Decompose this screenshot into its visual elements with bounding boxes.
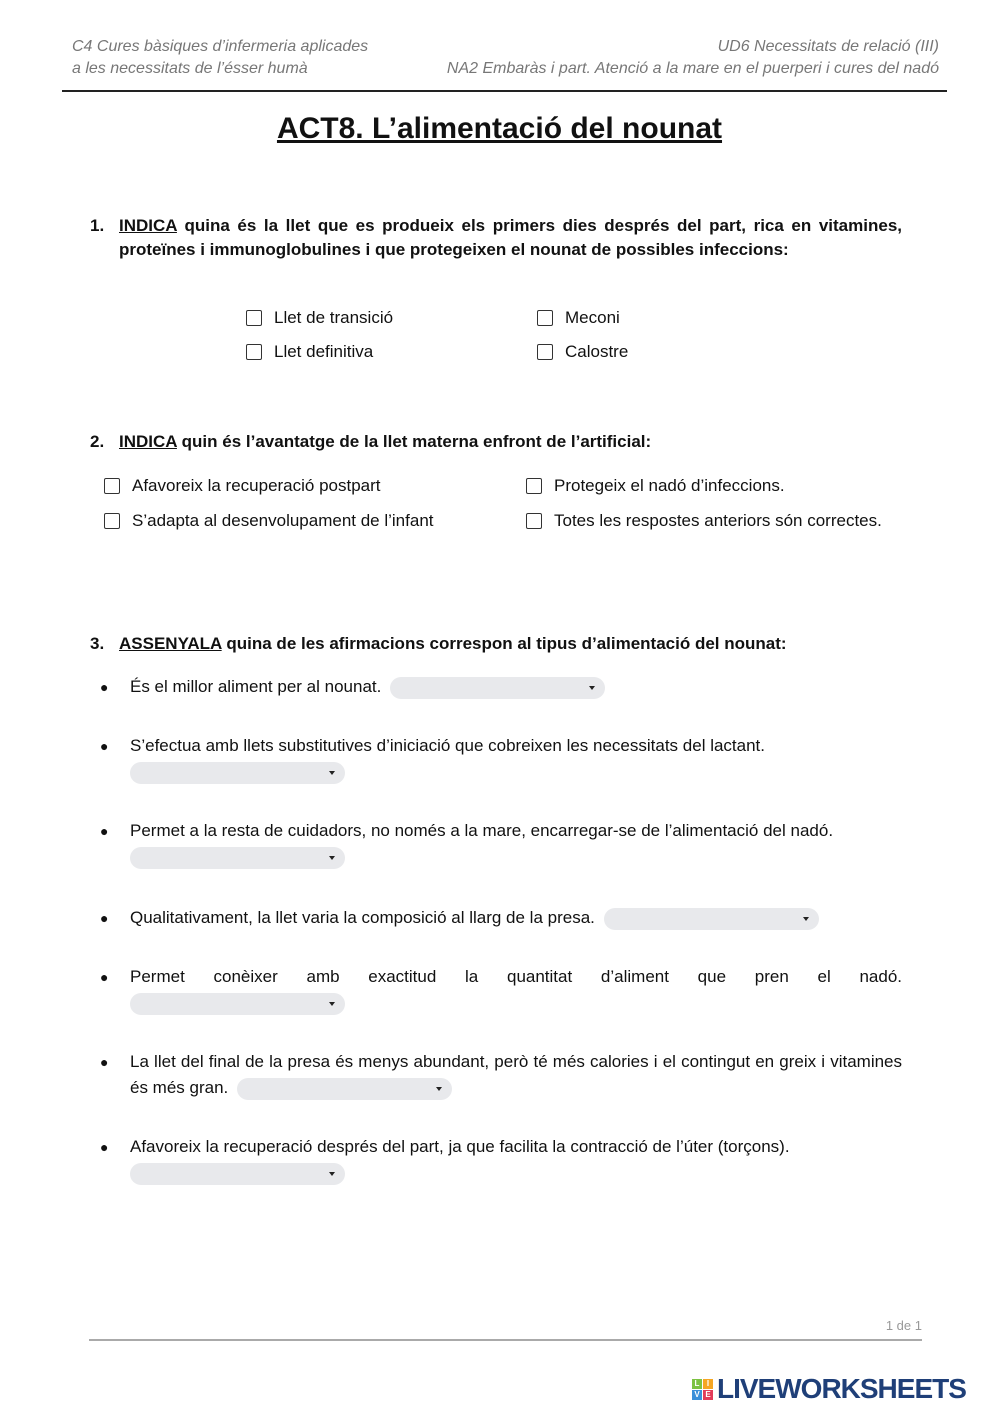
header-divider — [62, 90, 947, 92]
option-label: Afavoreix la recuperació postpart — [132, 476, 381, 495]
dropdown-arrow-icon — [329, 771, 335, 775]
logo-text: LIVEWORKSHEETS — [717, 1373, 966, 1404]
question-number: 2. — [90, 432, 105, 451]
question-number: 1. — [90, 216, 105, 235]
question-2 — [90, 430, 902, 454]
option-label: Calostre — [565, 342, 629, 361]
dropdown-arrow-icon — [329, 1002, 335, 1006]
option-checkbox[interactable] — [104, 510, 434, 532]
question-keyword: INDICA — [119, 432, 177, 451]
liveworksheets-logo — [692, 1373, 966, 1405]
checkbox-icon[interactable] — [526, 478, 542, 494]
header-left — [72, 36, 368, 80]
dropdown-arrow-icon — [436, 1087, 442, 1091]
checkbox-icon[interactable] — [246, 344, 262, 360]
option-label: Llet de transició — [274, 308, 394, 327]
statement-text: Permet conèixer amb exactitud la quantitat d’aliment que pren el nadó. — [130, 967, 902, 986]
bullet: ● — [100, 969, 109, 985]
question-keyword: ASSENYALA — [119, 634, 222, 653]
option-checkbox[interactable] — [526, 510, 882, 532]
option-label: S’adapta al desenvolupament de l’infant — [132, 511, 434, 530]
answer-dropdown[interactable] — [604, 908, 819, 930]
question-number: 3. — [90, 634, 105, 653]
statement-text: És el millor aliment per al nounat. — [130, 677, 382, 696]
question-text: quina de les afirmacions correspon al tipus d’alimentació del nounat: — [221, 634, 787, 653]
statement-item — [100, 1049, 902, 1101]
statement-text: S’efectua amb llets substitutives d’iniciació que cobreixen les necessitats del lactant. — [130, 736, 766, 755]
option-checkbox[interactable] — [246, 307, 393, 329]
checkbox-icon[interactable] — [526, 513, 542, 529]
answer-dropdown[interactable] — [130, 993, 345, 1015]
bullet: ● — [100, 1139, 109, 1155]
statement-item — [100, 733, 902, 785]
page-number: 1 de 1 — [885, 1318, 922, 1333]
option-label: Meconi — [565, 308, 620, 327]
bullet: ● — [100, 679, 109, 695]
option-checkbox[interactable] — [246, 341, 373, 363]
logo-letter: L — [692, 1379, 702, 1389]
logo-letter: E — [703, 1390, 713, 1400]
statement-item — [100, 1134, 902, 1186]
header-right — [447, 36, 939, 80]
bullet: ● — [100, 738, 109, 754]
statement-text: Afavoreix la recuperació després del part, ja que facilita la contracció de l’úter (torçons). — [130, 1137, 790, 1156]
bullet: ● — [100, 1054, 109, 1070]
footer-divider — [89, 1339, 922, 1341]
bullet: ● — [100, 823, 109, 839]
header-unit: UD6 Necessitats de relació (III) — [717, 38, 939, 55]
statement-text: La llet del final de la presa és menys abundant, però té més calories i el contingut en greix i vitamines és més gran. — [130, 1052, 902, 1097]
page-title: ACT8. L’alimentació del nounat — [276, 112, 723, 145]
statement-item — [100, 905, 902, 931]
logo-letter: V — [692, 1390, 702, 1400]
option-checkbox[interactable] — [104, 475, 381, 497]
statement-text: Qualitativament, la llet varia la composició al llarg de la presa. — [130, 908, 595, 927]
question-text: quina és la llet que es produeix els primers dies després del part, rica en vitamines, proteïnes i immunoglobulines i que protegeixen el nounat de possibles infeccions: — [119, 216, 902, 259]
statement-item — [100, 674, 902, 700]
option-checkbox[interactable] — [537, 307, 620, 329]
option-label: Llet definitiva — [274, 342, 374, 361]
question-3 — [90, 632, 902, 656]
question-keyword: INDICA — [119, 216, 177, 235]
header-topic: NA2 Embaràs i part. Atenció a la mare en el puerperi i cures del nadó — [446, 60, 939, 77]
dropdown-arrow-icon — [329, 1172, 335, 1176]
checkbox-icon[interactable] — [537, 344, 553, 360]
header-course-2: a les necessitats de l’ésser humà — [72, 60, 308, 77]
bullet: ● — [100, 910, 109, 926]
answer-dropdown[interactable] — [130, 762, 345, 784]
answer-dropdown[interactable] — [130, 1163, 345, 1185]
dropdown-arrow-icon — [589, 686, 595, 690]
header-course: C4 Cures bàsiques d’infermeria aplicades — [72, 38, 369, 55]
checkbox-icon[interactable] — [246, 310, 262, 326]
logo-mark-icon — [692, 1379, 713, 1400]
dropdown-arrow-icon — [329, 856, 335, 860]
checkbox-icon[interactable] — [104, 478, 120, 494]
statement-item — [100, 964, 902, 1016]
dropdown-arrow-icon — [803, 917, 809, 921]
question-1 — [90, 214, 902, 262]
logo-letter: I — [703, 1379, 713, 1389]
checkbox-icon[interactable] — [537, 310, 553, 326]
option-label: Totes les respostes anteriors són correctes. — [554, 511, 882, 530]
option-checkbox[interactable] — [526, 475, 785, 497]
question-text: quin és l’avantatge de la llet materna enfront de l’artificial: — [176, 432, 652, 451]
answer-dropdown[interactable] — [237, 1078, 452, 1100]
statement-item — [100, 818, 902, 870]
statement-text: Permet a la resta de cuidadors, no només a la mare, encarregar-se de l’alimentació del nadó. — [130, 821, 834, 840]
answer-dropdown[interactable] — [390, 677, 605, 699]
option-label: Protegeix el nadó d’infeccions. — [554, 476, 785, 495]
option-checkbox[interactable] — [537, 341, 628, 363]
answer-dropdown[interactable] — [130, 847, 345, 869]
checkbox-icon[interactable] — [104, 513, 120, 529]
